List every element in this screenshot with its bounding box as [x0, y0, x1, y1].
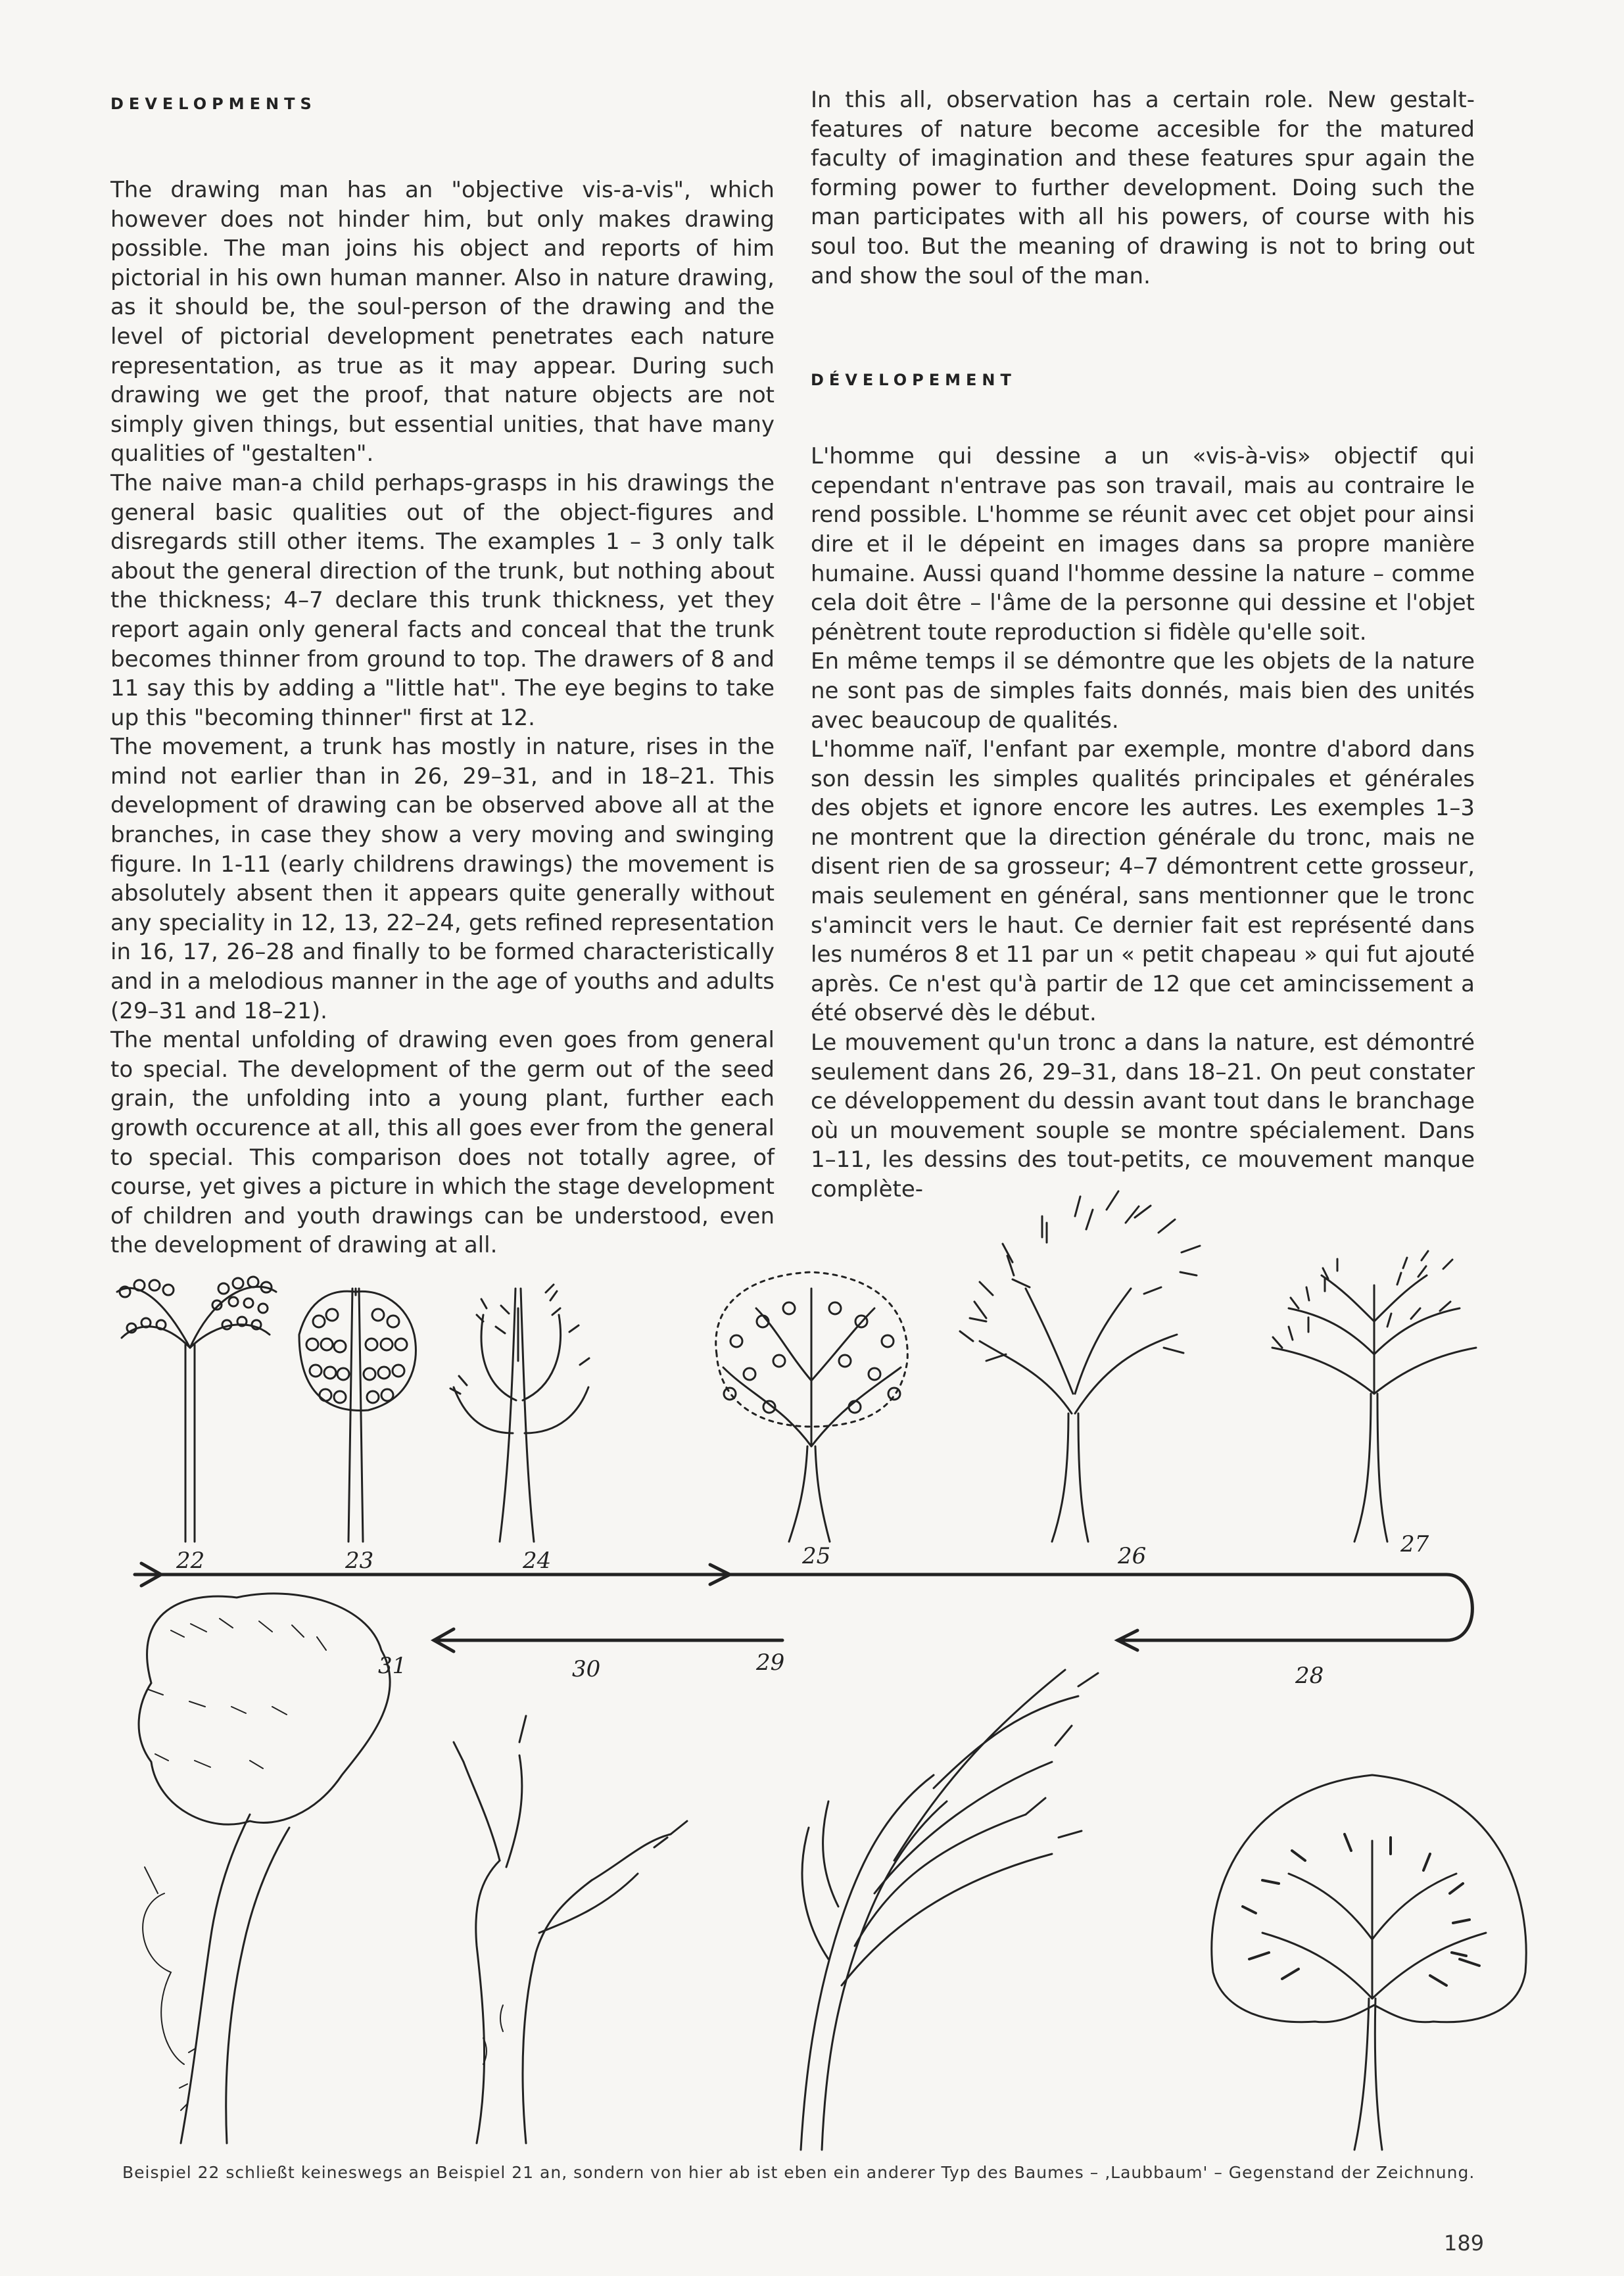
tree-drawing-31 — [139, 1594, 390, 2143]
french-paragraph-4: Le mouvement qu'un tronc a dans la nature, est démontré seulement dans 26, 29–31, dans 18–21. On peut constater ce développement du dessin avant tout dans le branchage où un mouvement souple se montre spécialement. Dans 1–11, les dessins des tout-petits, ce mouvement manque complète- — [811, 1030, 1475, 1202]
tree-drawing-29 — [801, 1670, 1098, 2150]
figure-caption: Beispiel 22 schließt keineswegs an Beispiel 21 an, sondern von hier ab ist eben ein anderer Typ des Baumes – ‚Laubbaum' – Gegenstand der Zeichnung. — [122, 2163, 1475, 2182]
english-paragraph-4: The mental unfolding of drawing even goes from general to special. The development of the germ out of the seed grain, the unfolding into a young plant, further each growth occurence at all, this all goes ever from the general to special. This comparison does not totally agree, of course, yet gives a picture in which the stage development of children and youth drawings can be understood, even the development of drawing at all. — [110, 1027, 775, 1259]
label-23: 23 — [345, 1548, 374, 1574]
english-heading: DEVELOPMENTS — [110, 95, 317, 113]
tree-drawing-30 — [454, 1716, 687, 2143]
english-paragraph-1: The drawing man has an "objective vis-a-vis", which however does not hinder him, but only makes drawing possible. The man joins his object and reports of him pictorial in his own human manner. Also in nature drawing, as it should be, the soul-person of the drawing and the level of pictorial development penetrates each nature representation, as true as it may appear. During such drawing we get the proof, that nature objects are not simply given things, but essential unities, that have many qualities of "gestalten". — [110, 177, 775, 467]
label-26: 26 — [1118, 1543, 1147, 1569]
french-paragraph-2: En même temps il se démontre que les objets de la nature ne sont pas de simples faits donnés, mais bien des unités avec beaucoup de qualités. — [811, 648, 1475, 734]
tree-drawing-28 — [1212, 1775, 1526, 2150]
french-paragraph-1: L'homme qui dessine a un «vis-à-vis» objectif qui cependant n'entrave pas son travail, mais au contraire le rend possible. L'homme se réunit avec cet objet pour ainsi dire et il le dépeint en images dans sa propre manière humaine. Aussi quand l'homme dessine la nature – comme cela doit être – l'âme de la personne qui dessine et l'objet pénètrent toute reproduction si fidèle qu'elle soit. — [811, 443, 1475, 646]
tree-drawing-24 — [450, 1285, 589, 1542]
label-30: 30 — [572, 1656, 601, 1682]
label-31: 31 — [378, 1653, 407, 1679]
tree-drawing-27 — [1272, 1251, 1476, 1542]
label-22: 22 — [176, 1548, 205, 1574]
label-28: 28 — [1295, 1663, 1324, 1689]
label-24: 24 — [523, 1548, 552, 1574]
tree-drawing-23 — [299, 1289, 416, 1542]
english-paragraph-3: The movement, a trunk has mostly in nature, rises in the mind not earlier than in 26, 29–31, and in 18–21. This development of drawing can be observed above all at the branches, in case they show a very moving and swinging figure. In 1-11 (early childrens drawings) the movement is absolutely absent then it appears quite generally without any speciality in 12, 13, 22–24, gets refined representation in 16, 17, 26–28 and finally to be formed characteristically and in a melodious manner in the age of youths and adults (29–31 and 18–21). — [110, 734, 775, 1024]
page-number: 189 — [1444, 2231, 1485, 2256]
french-paragraph-3: L'homme naïf, l'enfant par exemple, montre d'abord dans son dessin les simples qualités principales et générales des objets et ignore encore les autres. Les exemples 1–3 ne montrent que la direction générale du tronc, mais ne disent rien de sa grosseur; 4–7 démontrent cette grosseur, mais seulement en général, sans mentionner que le tronc s'amincit vers le haut. Ce dernier fait est représenté dans les numéros 8 et 11 par un « petit chapeau » qui fut ajouté après. Ce n'est qu'à partir de 12 que cet amincissement a été observé dès le début. — [811, 736, 1475, 1027]
label-27: 27 — [1400, 1531, 1429, 1557]
tree-drawing-26 — [960, 1191, 1200, 1542]
label-25: 25 — [802, 1543, 831, 1569]
timeline-upper-arrow — [135, 1575, 1472, 1640]
tree-drawing-25 — [716, 1272, 908, 1542]
label-29: 29 — [756, 1649, 785, 1676]
tree-drawing-22 — [117, 1277, 276, 1542]
french-heading: DÉVELOPEMENT — [811, 371, 1016, 390]
english-paragraph-2: The naive man-a child perhaps-grasps in his drawings the general basic qualities out of the object-figures and disregards still other items. The examples 1 – 3 only talk about the general direction of the trunk, but nothing about the thickness; 4–7 declare this trunk thickness, yet they report again only general facts and conceal that the trunk becomes thinner from ground to top. The drawers of 8 and 11 say this by adding a "little hat". The eye begins to take up this "becoming thinner" first at 12. — [110, 469, 775, 731]
english-continued-paragraph: In this all, observation has a certain role. New gestalt-features of nature become accesible for the matured faculty of imagination and these features spur again the forming power to further development. Doing such the man participates with all his powers, of course with his soul too. But the meaning of drawing is not to bring out and show the soul of the man. — [811, 87, 1475, 289]
